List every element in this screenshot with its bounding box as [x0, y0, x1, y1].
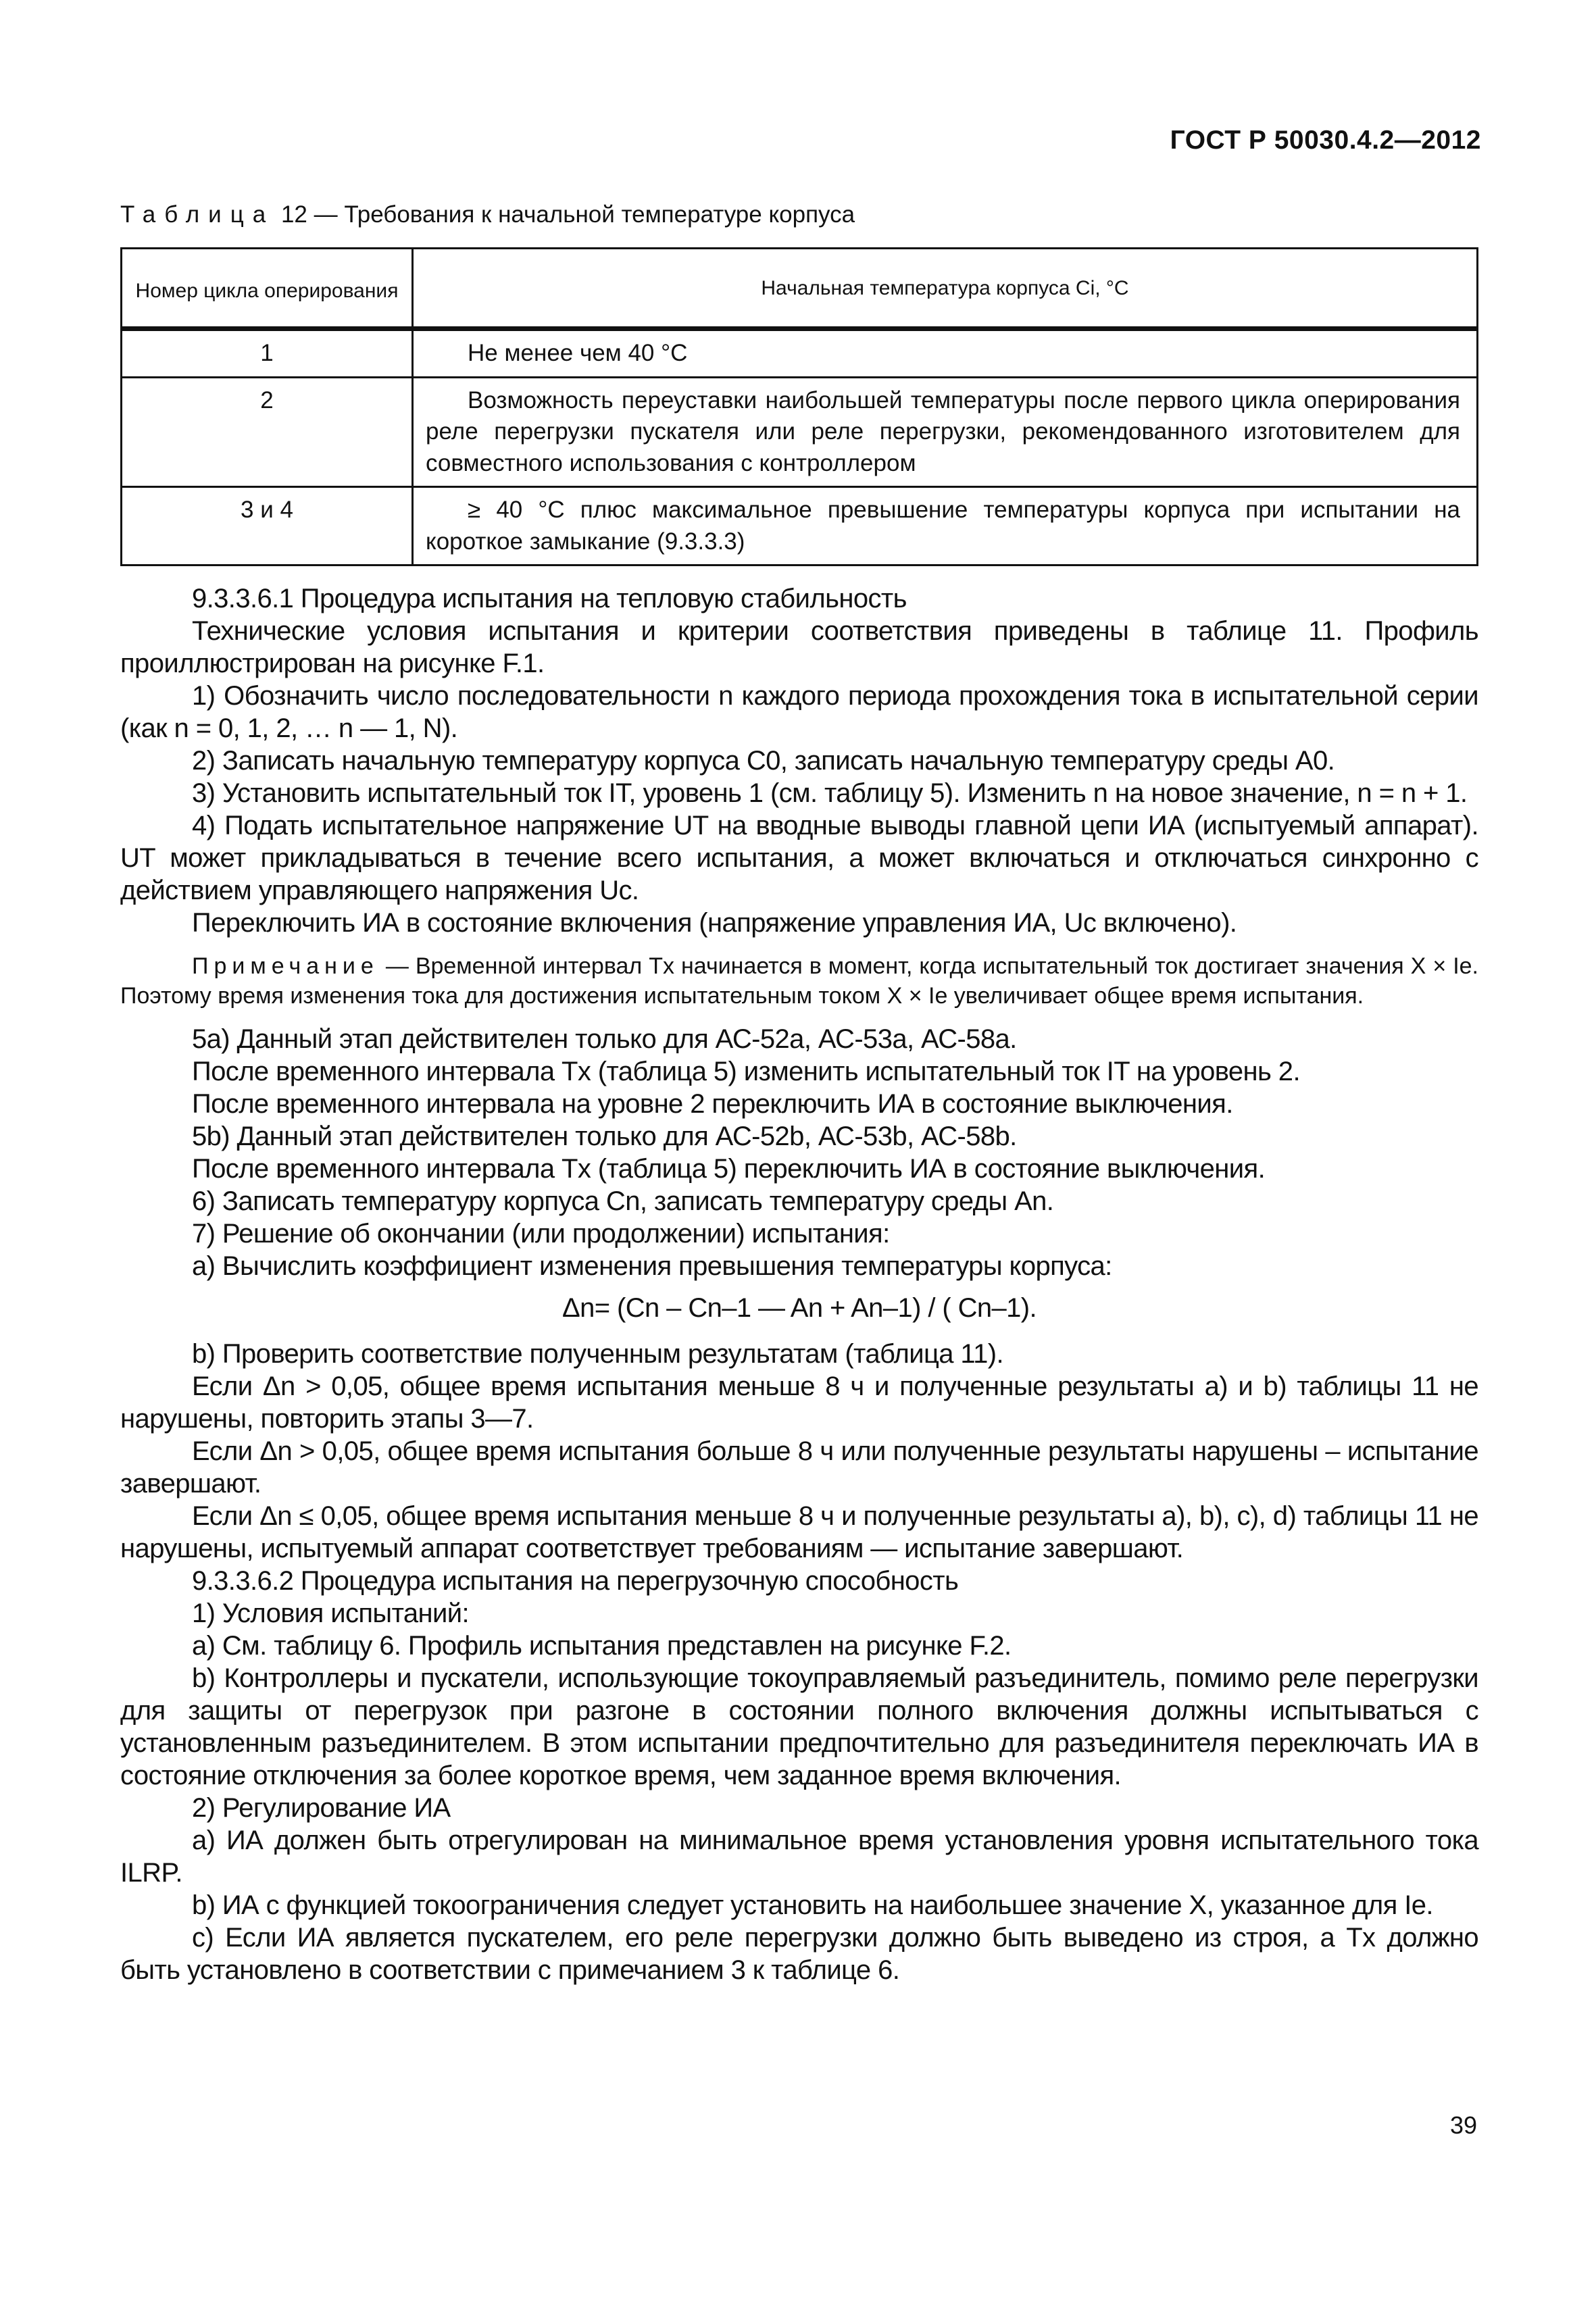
section-heading: 9.3.3.6.2 Процедура испытания на перегрузочную способность	[192, 1566, 959, 1596]
table-cell-cycle: 3 и 4	[122, 487, 413, 565]
paragraph: c) Если ИА является пускателем, его реле перегрузки должно быть выведено из строя, а Tx должно быть установлено в соответствии с примечанием 3 к таблице 6.	[120, 1923, 1478, 1985]
paragraph: 6) Записать температуру корпуса Cn, записать температуру среды An.	[192, 1186, 1054, 1216]
table-cell-text: Возможность переуставки наибольшей температуры после первого цикла оперирования реле перегрузки пускателя или реле перегрузки, рекомендованного изготовителем для совместного использования с контроллером	[413, 377, 1478, 487]
note	[120, 951, 1478, 1011]
paragraph: 2) Регулирование ИА	[192, 1793, 451, 1823]
paragraph: Если Δn > 0,05, общее время испытания меньше 8 ч и полученные результаты a) и b) таблицы 11 не нарушены, повторить этапы 3—7.	[120, 1372, 1478, 1434]
paragraph: 2) Записать начальную температуру корпуса C0, записать начальную температуру среды A0.	[192, 746, 1335, 776]
paragraph: b) ИА с функцией токоограничения следует установить на наибольшее значение X, указанное для Ie.	[192, 1890, 1433, 1920]
paragraph: b) Проверить соответствие полученным результатам (таблица 11).	[192, 1339, 1003, 1369]
paragraph: Если Δn ≤ 0,05, общее время испытания меньше 8 ч и полученные результаты a), b), c), d) таблицы 11 не нарушены, испытуемый аппарат соответствует требованиям — испытание завершают.	[120, 1501, 1478, 1563]
paragraph: Технические условия испытания и критерии соответствия приведены в таблице 11. Профиль проиллюстрирован на рисунке F.1.	[120, 616, 1478, 678]
table-cell-text: ≥ 40 °С плюс максимальное превышение температуры корпуса при испытании на короткое замыкание (9.3.3.3)	[413, 487, 1478, 565]
table-row	[122, 487, 1478, 565]
paragraph: Переключить ИА в состояние включения (напряжение управления ИА, Uc включено).	[192, 908, 1237, 938]
col-header-cycle: Номер цикла оперирования	[122, 249, 413, 329]
paragraph: После временного интервала Tx (таблица 5) изменить испытательный ток IT на уровень 2.	[192, 1057, 1300, 1086]
paragraph: 7) Решение об окончании (или продолжении) испытания:	[192, 1219, 890, 1249]
paragraph: 5a) Данный этап действителен только для АС-52а, АС-53а, АС-58а.	[192, 1024, 1017, 1054]
paragraph: 4) Подать испытательное напряжение UT на вводные выводы главной цепи ИА (испытуемый аппарат). UT может прикладываться в течение всего испытания, а может включаться и отключаться синхронно с действием управляющего напряжения Uc.	[120, 811, 1478, 905]
paragraph: a) ИА должен быть отрегулирован на минимальное время установления уровня испытательного тока ILRP.	[120, 1826, 1478, 1888]
paragraph: 3) Установить испытательный ток IT, уровень 1 (см. таблицу 5). Изменить n на новое значение, n = n + 1.	[192, 778, 1468, 808]
note-label: Примечание	[192, 953, 379, 979]
table-header-row	[122, 249, 1478, 329]
paragraph: a) Вычислить коэффициент изменения превышения температуры корпуса:	[192, 1251, 1112, 1281]
table-row	[122, 329, 1478, 378]
paragraph: 1) Обозначить число последовательности n каждого периода прохождения тока в испытательной серии (как n = 0, 1, 2, … n — 1, N).	[120, 681, 1478, 743]
paragraph: a) См. таблицу 6. Профиль испытания представлен на рисунке F.2.	[192, 1631, 1012, 1661]
table-cell-cycle: 2	[122, 377, 413, 487]
document-id: ГОСТ Р 50030.4.2—2012	[1170, 126, 1481, 155]
document-body	[120, 582, 1478, 1986]
table-cell-text: Не менее чем 40 °С	[413, 329, 1478, 378]
paragraph: 1) Условия испытаний:	[192, 1599, 469, 1628]
paragraph: Если Δn > 0,05, общее время испытания больше 8 ч или полученные результаты нарушены – испытание завершают.	[120, 1436, 1478, 1499]
formula: Δn= (Cn – Cn–1 — An + An–1) / ( Cn–1).	[562, 1293, 1037, 1323]
section-heading: 9.3.3.6.1 Процедура испытания на тепловую стабильность	[192, 584, 907, 613]
paragraph: После временного интервала на уровне 2 переключить ИА в состояние выключения.	[192, 1089, 1233, 1119]
table-cell-cycle: 1	[122, 329, 413, 378]
table-caption-word: Таблица	[120, 201, 275, 228]
note-text: — Временной интервал Tx начинается в момент, когда испытательный ток достигает значения X × Ie. Поэтому время изменения тока для достижения испытательным током X × Ie увеличивает общее время испытания.	[120, 953, 1479, 1009]
table-row	[122, 377, 1478, 487]
page-number: 39	[1449, 2111, 1477, 2139]
paragraph: b) Контроллеры и пускатели, использующие токоуправляемый разъединитель, помимо реле перегрузки для защиты от перегрузок при разгоне в состоянии полного включения должны испытываться с установленным разъединителем. В этом испытании предпочтительно для разъединителя переключать ИА в состояние отключения за более короткое время, чем заданное время включения.	[120, 1663, 1478, 1790]
paragraph: После временного интервала Tx (таблица 5) переключить ИА в состояние выключения.	[192, 1154, 1266, 1184]
requirements-table	[120, 247, 1478, 566]
col-header-temperature: Начальная температура корпуса Ci, °С	[413, 249, 1478, 329]
paragraph: 5b) Данный этап действителен только для АС-52b, АС-53b, АС-58b.	[192, 1122, 1017, 1151]
table-caption-title: 12 — Требования к начальной температуре корпуса	[280, 201, 855, 228]
table-caption	[120, 201, 855, 228]
